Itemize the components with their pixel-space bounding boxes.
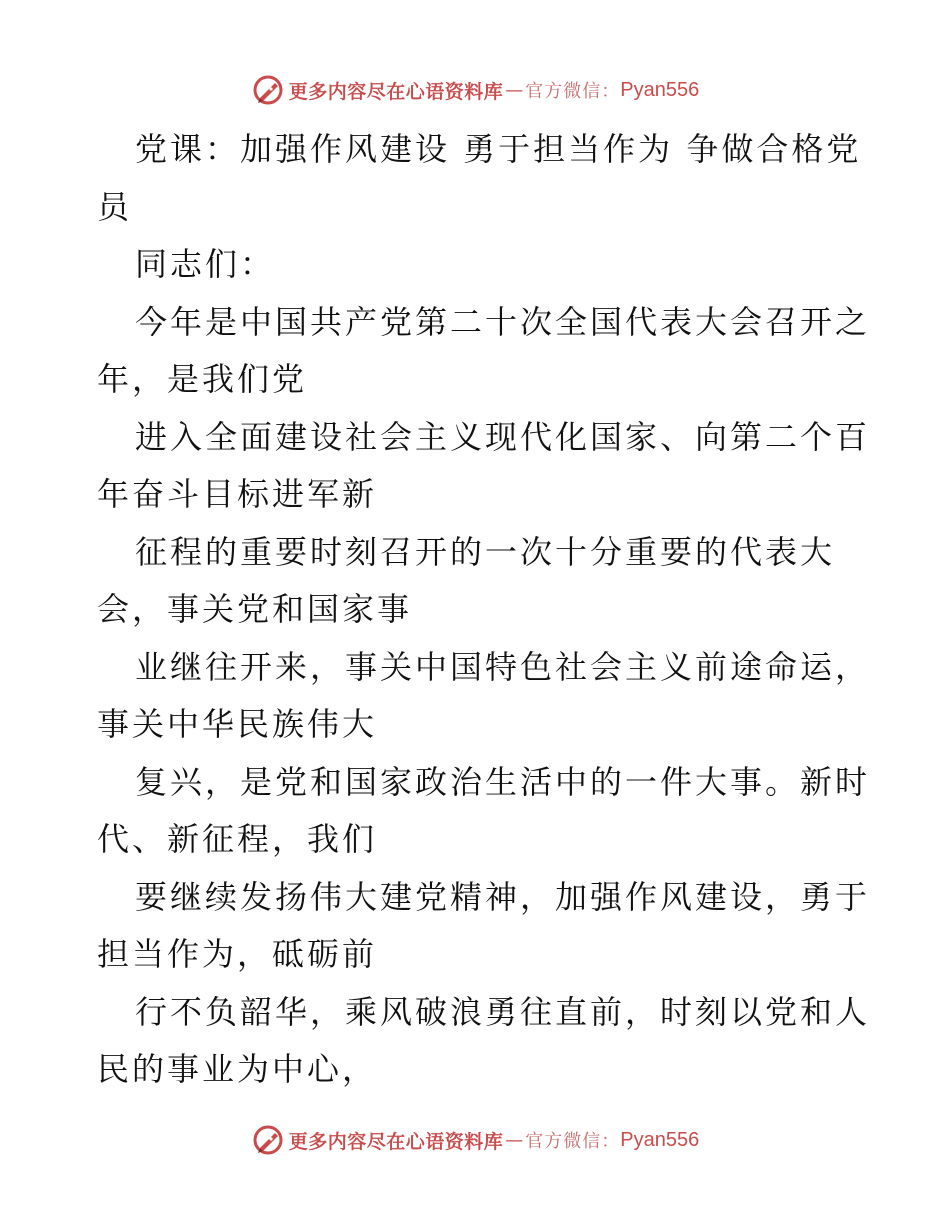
paragraph-line: 民的事业为中心， bbox=[97, 1050, 378, 1088]
paragraph-line: 会，事关党和国家事 bbox=[97, 590, 413, 628]
paragraph-line: 年，是我们党 bbox=[97, 360, 308, 398]
paragraph-line: 要继续发扬伟大建党精神，加强作风建设，勇于 bbox=[135, 877, 871, 916]
header-watermark bbox=[0, 70, 950, 110]
paragraph-line: 担当作为，砥砺前 bbox=[97, 935, 378, 973]
paragraph-line: 征程的重要时刻召开的一次十分重要的代表大 bbox=[135, 532, 836, 571]
paragraph-line: 事关中华民族伟大 bbox=[97, 705, 378, 743]
watermark-main-text: 更多内容尽在心语资料库 bbox=[288, 80, 504, 103]
footer-watermark bbox=[0, 1120, 950, 1160]
pen-logo-icon bbox=[251, 1123, 285, 1157]
title-line-2: 员 bbox=[97, 187, 133, 226]
paragraph-line: 复兴，是党和国家政治生活中的一件大事。新时 bbox=[135, 762, 871, 801]
watermark-wechat-label: 官方微信： bbox=[525, 81, 621, 102]
watermark-wechat-id: Pyan556 bbox=[620, 1128, 700, 1151]
paragraph-line: 年奋斗目标进军新 bbox=[97, 475, 378, 513]
document-body bbox=[97, 121, 871, 1099]
paragraph-line: 今年是中国共产党第二十次全国代表大会召开之 bbox=[135, 302, 871, 341]
watermark-separator: — bbox=[505, 1129, 524, 1151]
paragraph-line: 行不负韶华，乘风破浪勇往直前，时刻以党和人 bbox=[135, 992, 871, 1031]
paragraph-line: 代、新征程，我们 bbox=[97, 820, 378, 858]
watermark-wechat-id: Pyan556 bbox=[620, 78, 700, 101]
paragraph-line: 业继往开来，事关中国特色社会主义前途命运， bbox=[135, 647, 871, 686]
watermark-main-text: 更多内容尽在心语资料库 bbox=[288, 1130, 504, 1153]
title-line-1: 党课：加强作风建设 勇于担当作为 争做合格党 bbox=[135, 130, 862, 168]
paragraph-line: 进入全面建设社会主义现代化国家、向第二个百 bbox=[135, 417, 871, 456]
salutation: 同志们： bbox=[135, 245, 276, 283]
watermark-separator: — bbox=[505, 79, 524, 101]
pen-logo-icon bbox=[251, 73, 285, 107]
watermark-wechat-label: 官方微信： bbox=[525, 1131, 621, 1152]
